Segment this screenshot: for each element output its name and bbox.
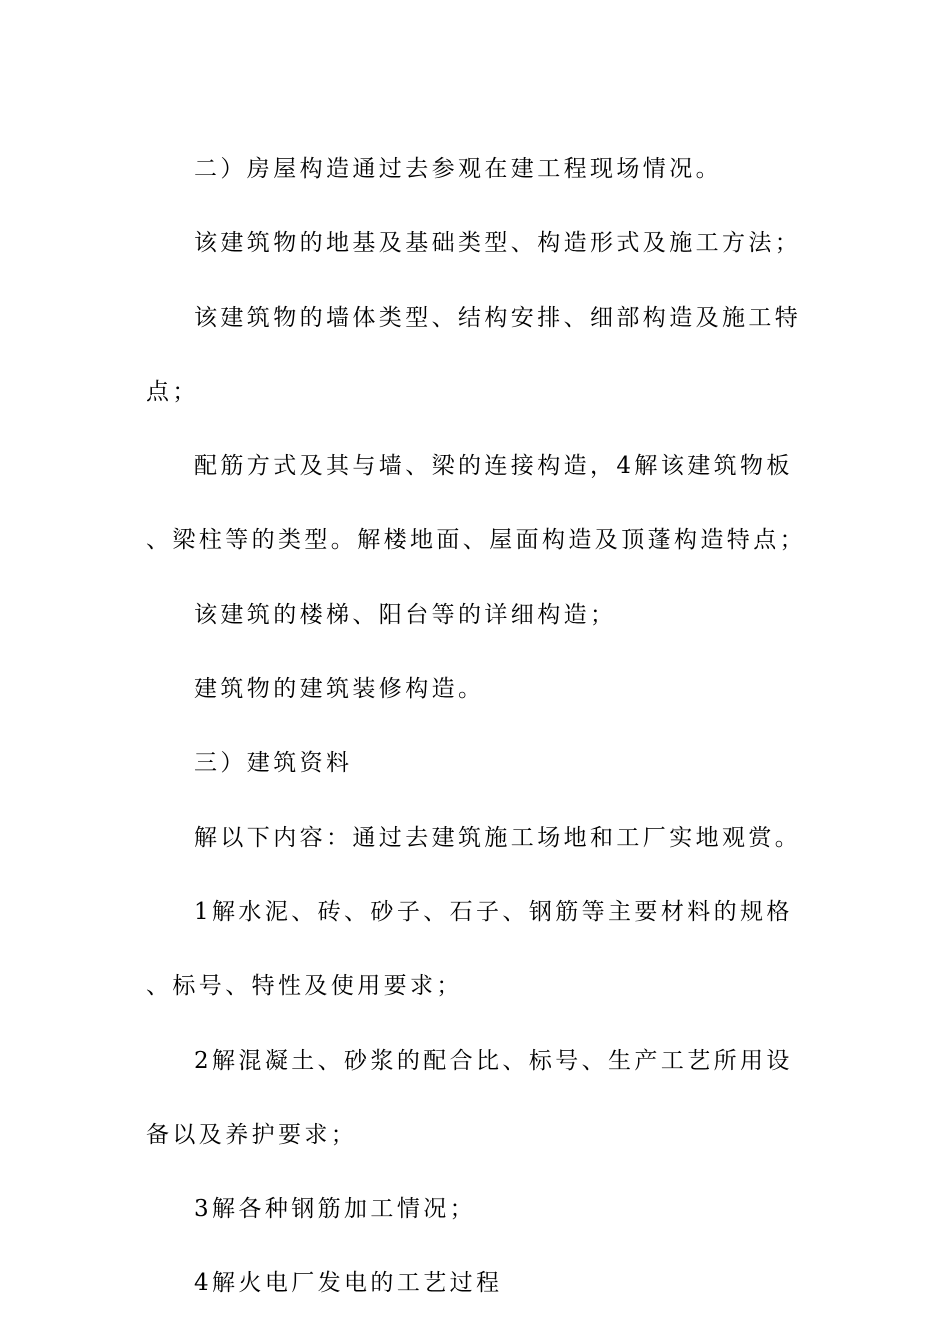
paragraph-decoration: 建筑物的建筑装修构造。 — [194, 676, 485, 703]
paragraph-item-1: 1解水泥、砖、砂子、石子、钢筋等主要材料的规格、标号、特性及使用要求； — [146, 898, 793, 1000]
paragraph-reinforcement: 配筋方式及其与墙、梁的连接构造，4解该建筑物板、梁柱等的类型。解楼地面、屋面构造及顶蓬构造特点； — [146, 453, 806, 554]
paragraph-item-3: 3解各种钢筋加工情况； — [194, 1196, 477, 1223]
paragraph-item-2: 2解混凝土、砂浆的配合比、标号、生产工艺所用设备以及养护要求； — [146, 1047, 793, 1148]
paragraph-foundation: 该建筑物的地基及基础类型、构造形式及施工方法； — [194, 230, 802, 257]
paragraph-contents-intro: 解以下内容：通过去建筑施工场地和工厂实地观赏。 — [194, 824, 802, 851]
paragraph-wall: 该建筑物的墙体类型、结构安排、细部构造及施工特点； — [146, 304, 802, 405]
document-body — [146, 132, 808, 1321]
paragraph-item-4: 4解火电厂发电的工艺过程 — [194, 1270, 503, 1297]
paragraph-stairs: 该建筑的楼梯、阳台等的详细构造； — [194, 601, 617, 628]
paragraph-house-structure-heading: 二）房屋构造通过去参观在建工程现场情况。 — [194, 156, 722, 182]
paragraph-materials-heading: 三）建筑资料 — [194, 750, 353, 777]
